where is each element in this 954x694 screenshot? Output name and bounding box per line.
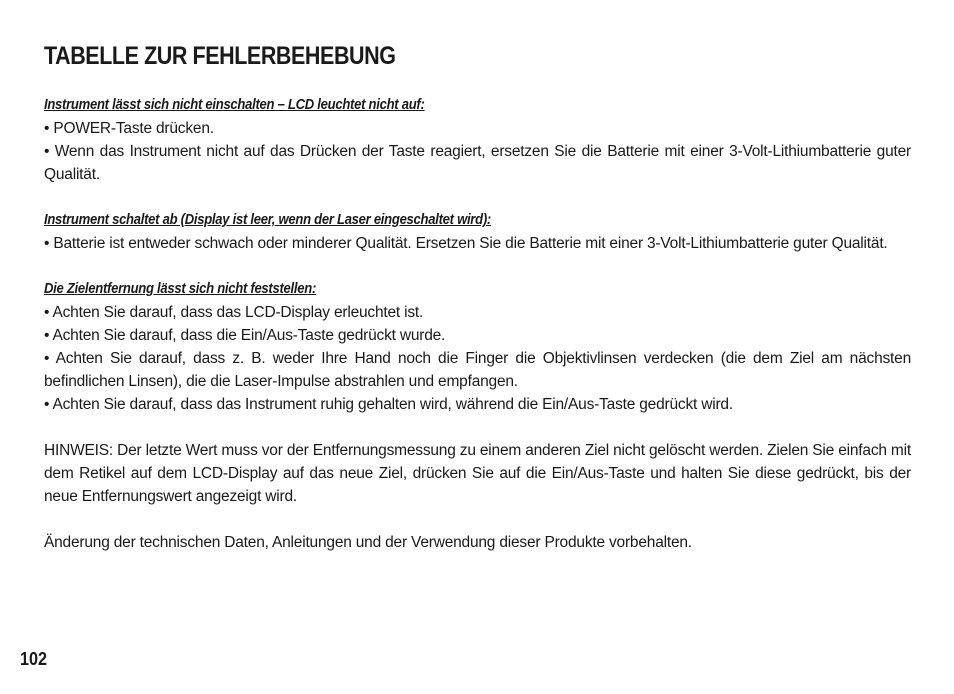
bullet-item: • Achten Sie darauf, dass die Ein/Aus-Taste gedrückt wurde. [44, 327, 446, 344]
bullet-item: • Achten Sie darauf, dass das Instrument ruhig gehalten wird, während die Ein/Aus-Taste gedrückt wird. [44, 396, 733, 413]
bullet-item: • Batterie ist entweder schwach oder minderer Qualität. Ersetzen Sie die Batterie mit einer 3-Volt-Lithiumbatterie guter Qualität. [44, 235, 888, 252]
bullet-item: • POWER-Taste drücken. [44, 120, 214, 137]
section-heading: Die Zielentfernung lässt sich nicht feststellen: [44, 281, 317, 297]
section-heading: Instrument schaltet ab (Display ist leer, wenn der Laser eingeschaltet wird): [44, 212, 491, 228]
section-target-distance [44, 278, 911, 416]
bullet-item: • Achten Sie darauf, dass z. B. weder Ihre Hand noch die Finger die Objektivlinsen verdecken (die dem Ziel am nächsten befindlichen Linsen), die die Laser-Impulse abstrahlen und empfangen. [44, 350, 911, 390]
page-title: TABELLE ZUR FEHLERBEHEBUNG [44, 42, 396, 70]
disclaimer-section [44, 531, 911, 554]
bullet-item: • Achten Sie darauf, dass das LCD-Display erleuchtet ist. [44, 304, 424, 321]
page-number: 102 [20, 649, 48, 669]
document-page [44, 40, 911, 577]
section-shuts-off [44, 209, 911, 255]
bullet-item: • Wenn das Instrument nicht auf das Drücken der Taste reagiert, ersetzen Sie die Batterie mit einer 3-Volt-Lithiumbatterie guter Qualität. [44, 143, 911, 183]
disclaimer-text: Änderung der technischen Daten, Anleitungen und der Verwendung dieser Produkte vorbehalten. [44, 534, 692, 551]
section-power-on [44, 94, 911, 186]
section-heading: Instrument lässt sich nicht einschalten – LCD leuchtet nicht auf: [44, 97, 425, 113]
note-section [44, 439, 911, 508]
note-text: HINWEIS: Der letzte Wert muss vor der Entfernungsmessung zu einem anderen Ziel nicht gelöscht werden. Zielen Sie einfach mit dem Retikel auf dem LCD-Display auf das neue Ziel, drücken Sie auf die Ein/Aus-Taste und halten Sie diese gedrückt, bis der neue Entfernungswert angezeigt wird. [44, 442, 911, 505]
